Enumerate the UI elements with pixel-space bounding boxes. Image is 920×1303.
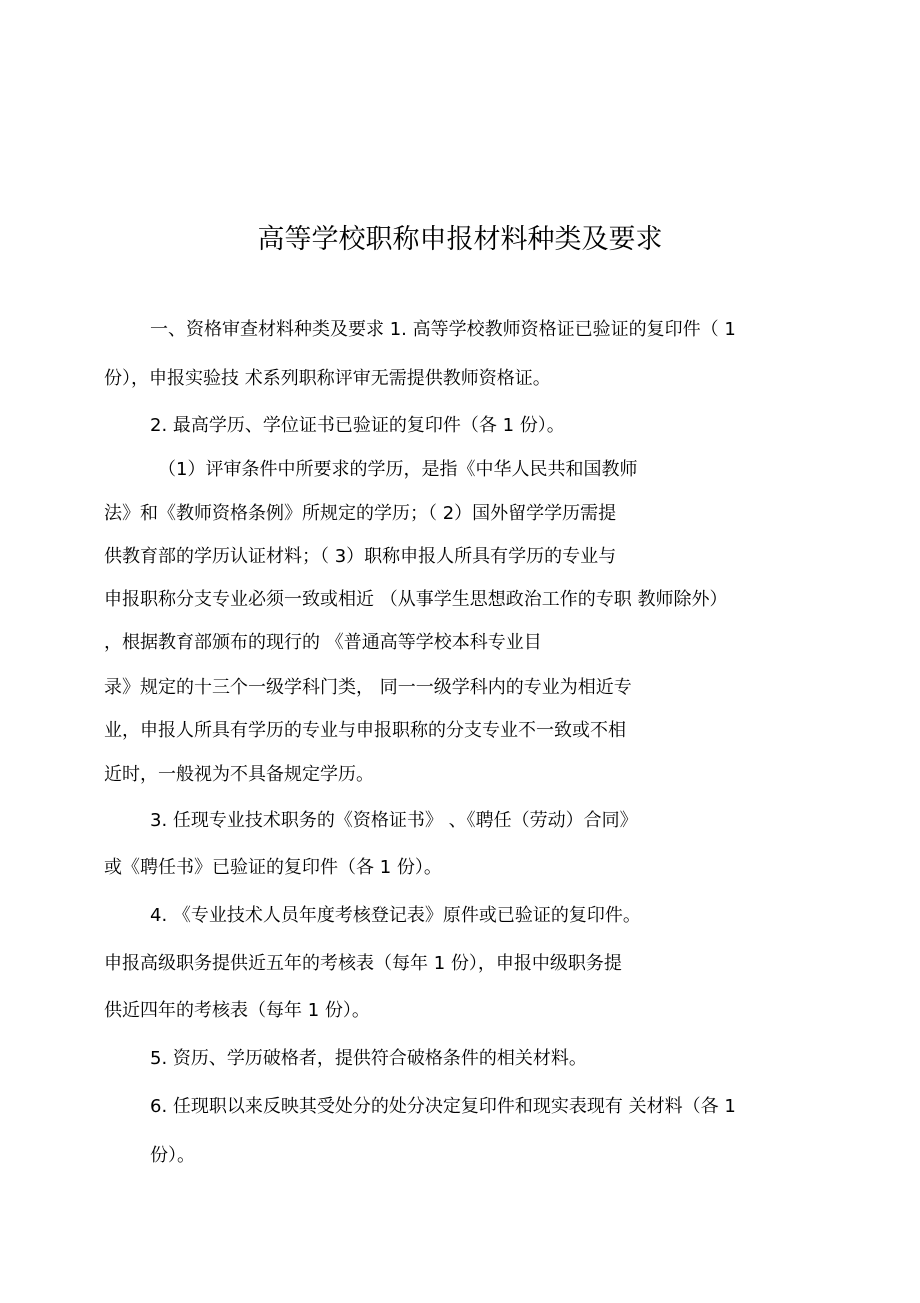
text-line: 供近四年的考核表（每年 1 份）。	[104, 1000, 370, 1021]
text-line: 5. 资历、学历破格者，提供符合破格条件的相关材料。	[150, 1048, 587, 1069]
text-line: 申报高级职务提供近五年的考核表（每年 1 份），申报中级职务提	[104, 953, 622, 974]
text-line: 2. 最高学历、学位证书已验证的复印件（各 1 份）。	[150, 415, 565, 436]
text-line: 4. 《专业技术人员年度考核登记表》原件或已验证的复印件。	[150, 905, 641, 926]
text-line: 一、资格审查材料种类及要求 1. 高等学校教师资格证已验证的复印件（ 1	[150, 319, 736, 340]
text-line: 份），申报实验技 术系列职称评审无需提供教师资格证。	[104, 368, 551, 389]
text-line: 业，申报人所具有学历的专业与申报职称的分支专业不一致或不相	[104, 720, 626, 741]
text-line: （1）评审条件中所要求的学历，是指《中华人民共和国教师	[158, 459, 638, 480]
text-line: 录》规定的十三个一级学科门类， 同一一级学科内的专业为相近专	[104, 677, 632, 698]
text-line: 法》和《教师资格条例》所规定的学历；（ 2）国外留学学历需提	[104, 503, 617, 524]
text-line: 或《聘任书》已验证的复印件（各 1 份）。	[104, 857, 442, 878]
text-line: 份）。	[150, 1145, 195, 1166]
text-line: 供教育部的学历认证材料；（ 3）职称申报人所具有学历的专业与	[104, 546, 617, 567]
text-line: 近时，一般视为不具备规定学历。	[104, 764, 374, 785]
document-title: 高等学校职称申报材料种类及要求	[257, 224, 663, 255]
text-line: ，根据教育部颁布的现行的 《普通高等学校本科专业目	[104, 632, 542, 653]
text-line: 申报职称分支专业必须一致或相近 （从事学生思想政治工作的专职 教师除外）	[104, 589, 728, 610]
text-line: 3. 任现专业技术职务的《资格证书》 、《聘任（劳动）合同》	[150, 810, 638, 831]
text-line: 6. 任现职以来反映其受处分的处分决定复印件和现实表现有 关材料（各 1	[150, 1096, 736, 1117]
